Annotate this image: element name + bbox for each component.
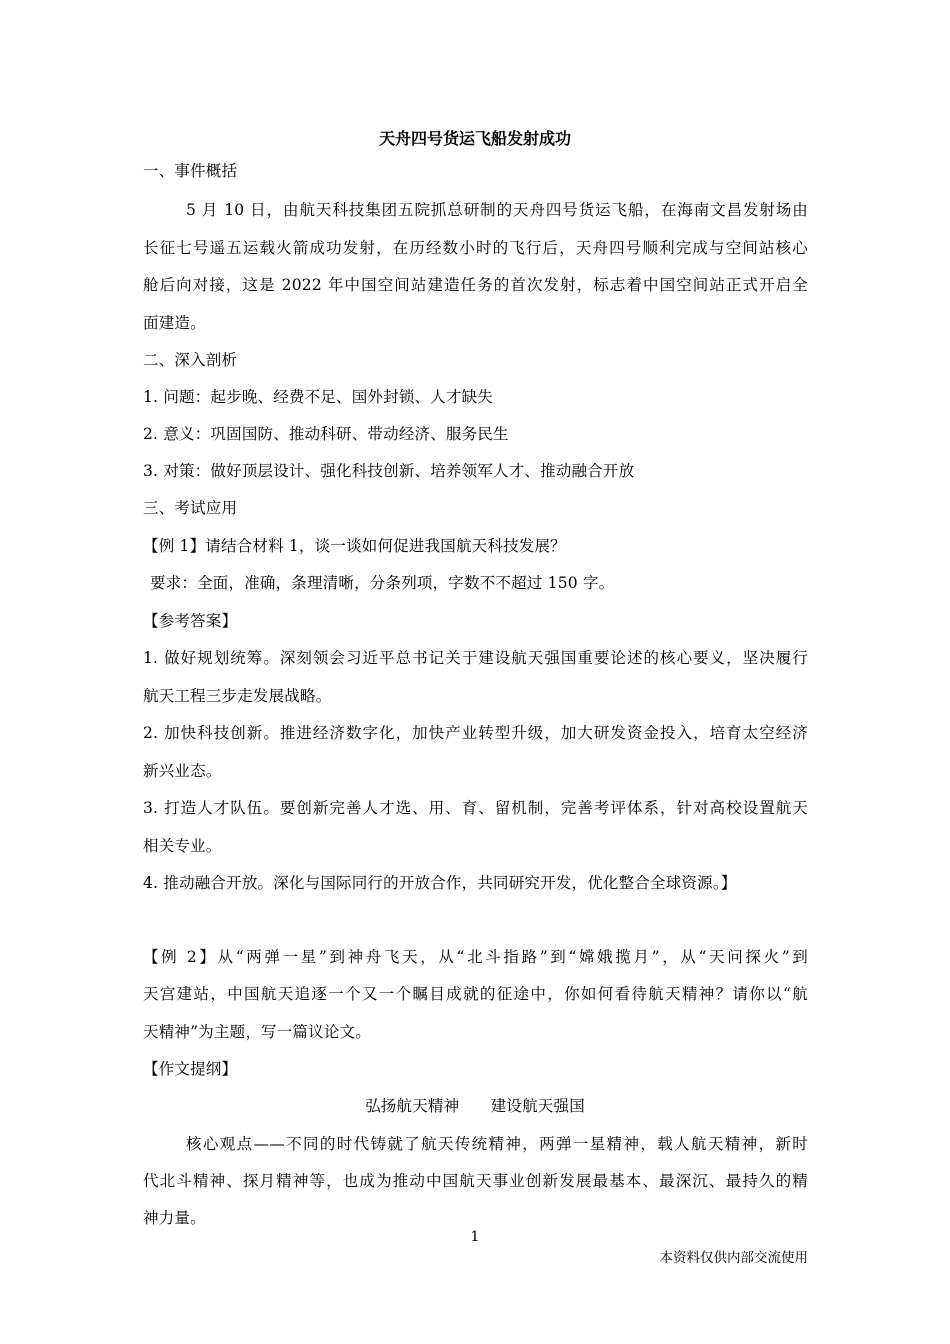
answer-line: 航天工程三步走发展战略。 (143, 687, 332, 705)
section-heading-overview: 一、事件概括 (143, 162, 238, 180)
outline-title: 弘扬航天精神 建设航天强国 (365, 1097, 585, 1115)
example1-question: 【例 1】请结合材料 1，谈一谈如何促进我国航天科技发展？ (143, 537, 566, 555)
example1-requirement: 要求：全面，准确，条理清晰，分条列项，字数不不超过 150 字。 (150, 574, 615, 592)
answer-line: 4. 推动融合开放。深化与国际同行的开放合作，共同研究开发，优化整合全球资源。】 (143, 874, 737, 892)
analysis-item: 3. 对策：做好顶层设计、强化科技创新、培养领军人才、推动融合开放 (143, 462, 635, 480)
answer-line: 3. 打造人才队伍。要创新完善人才选、用、育、留机制，完善考评体系，针对高校设置航天 (143, 799, 808, 817)
footer-note: 本资料仅供内部交流使用 (659, 1250, 808, 1266)
answer-line: 相关专业。 (143, 837, 222, 855)
example2-question-line: 天精神”为主题，写一篇议论文。 (143, 1023, 371, 1041)
paragraph-line: 5 月 10 日，由航天科技集团五院抓总研制的天舟四号货运飞船，在海南文昌发射场由 (186, 201, 808, 219)
core-line: 神力量。 (143, 1209, 206, 1227)
section-heading-analysis: 二、深入剖析 (143, 351, 238, 369)
analysis-item: 2. 意义：巩固国防、推动科研、带动经济、服务民生 (143, 425, 509, 443)
core-line: 核心观点——不同的时代铸就了航天传统精神，两弹一星精神，载人航天精神，新时 (186, 1135, 808, 1153)
answer-label: 【参考答案】 (143, 612, 238, 630)
example2-question-line: 【例 2】从“两弹一星”到神舟飞天，从“北斗指路”到“嫦娥揽月”，从“天问探火”到 (143, 948, 808, 966)
outline-label: 【作文提纲】 (143, 1060, 238, 1078)
answer-line: 1. 做好规划统筹。深刻领会习近平总书记关于建设航天强国重要论述的核心要义，坚决履行 (143, 649, 808, 667)
section-heading-exam: 三、考试应用 (143, 499, 238, 517)
paragraph-line: 面建造。 (143, 314, 206, 332)
page-number: 1 (470, 1229, 480, 1245)
analysis-item: 1. 问题：起步晚、经费不足、国外封锁、人才缺失 (143, 388, 494, 406)
paragraph-line: 长征七号遥五运载火箭成功发射，在历经数小时的飞行后，天舟四号顺利完成与空间站核心 (143, 239, 808, 257)
answer-line: 2. 加快科技创新。推进经济数字化，加快产业转型升级，加大研发资金投入，培育太空经济 (143, 724, 808, 742)
document-title: 天舟四号货运飞船发射成功 (378, 129, 571, 148)
paragraph-line: 舱后向对接，这是 2022 年中国空间站建造任务的首次发射，标志着中国空间站正式开启全 (143, 276, 808, 294)
answer-line: 新兴业态。 (143, 762, 222, 780)
example2-question-line: 天宫建站，中国航天追逐一个又一个瞩目成就的征途中，你如何看待航天精神？请你以“航 (143, 985, 808, 1003)
core-line: 代北斗精神、探月精神等，也成为推动中国航天事业创新发展最基本、最深沉、最持久的精 (143, 1172, 808, 1190)
